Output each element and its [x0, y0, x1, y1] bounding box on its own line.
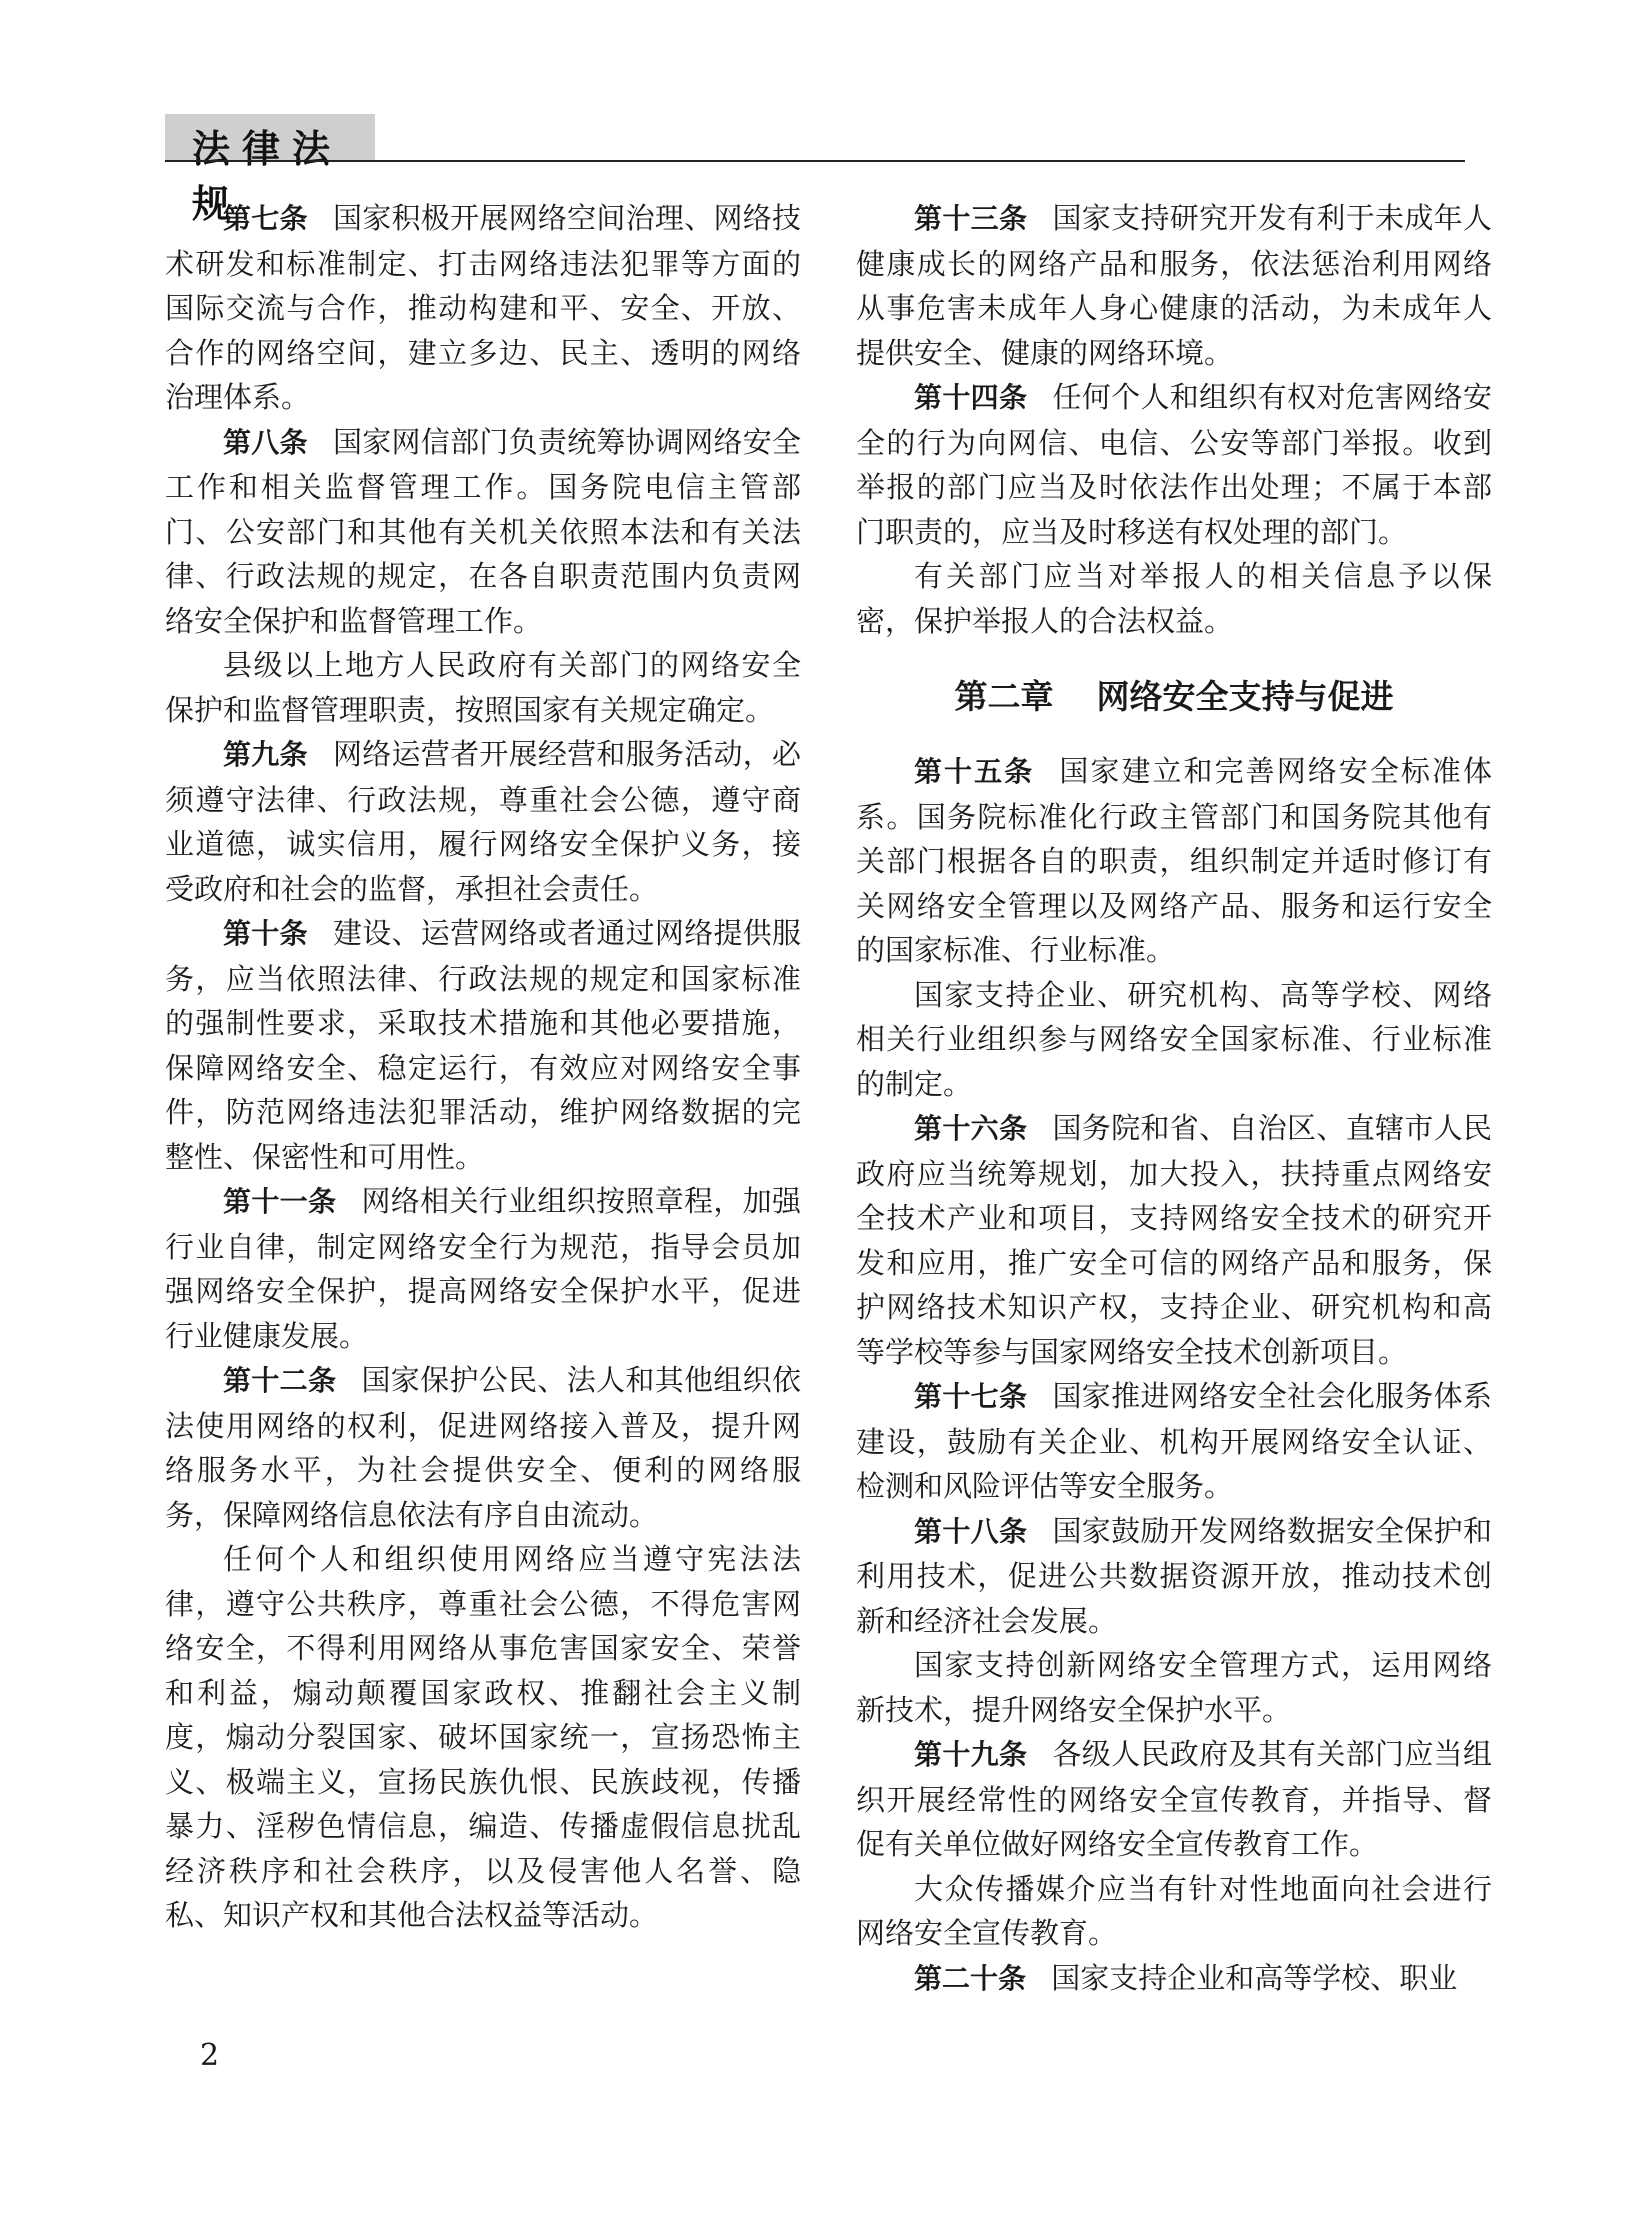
chapter-title: 网络安全支持与促进 — [1096, 677, 1394, 716]
article-number: 第十二条 — [223, 1364, 337, 1397]
paragraph — [856, 1643, 1492, 1732]
paragraph-text: 国家支持创新网络安全管理方式，运用网络新技术，提升网络安全保护水平。 — [856, 1648, 1492, 1727]
article-number: 第十九条 — [914, 1738, 1028, 1771]
chapter-number: 第二章 — [954, 677, 1054, 716]
chapter-heading — [856, 673, 1492, 721]
section-title: 法律法规 — [192, 127, 343, 226]
article-number: 第二十条 — [914, 1961, 1027, 1995]
article-number: 第十三条 — [914, 202, 1028, 235]
article-paragraph — [165, 420, 801, 644]
article-number: 第十四条 — [914, 381, 1028, 414]
article-paragraph — [856, 1956, 1492, 2002]
right-column-top — [856, 196, 1492, 643]
paragraph-text: 国家支持企业、研究机构、高等学校、网络相关行业组织参与网络安全国家标准、行业标准的制定。 — [856, 977, 1492, 1101]
paragraph-text: 县级以上地方人民政府有关部门的网络安全保护和监督管理职责，按照国家有关规定确定。 — [165, 648, 801, 727]
paragraph — [856, 1867, 1492, 1956]
article-paragraph — [856, 749, 1492, 973]
paragraph-text: 国家支持研究开发有利于未成年人健康成长的网络产品和服务，依法惩治利用网络从事危害未成年人身心健康的活动，为未成年人提供安全、健康的网络环境。 — [856, 201, 1492, 370]
paragraph-text: 各级人民政府及其有关部门应当组织开展经常性的网络安全宣传教育，并指导、督促有关单位做好网络安全宣传教育工作。 — [856, 1737, 1492, 1861]
paragraph — [856, 554, 1492, 643]
paragraph-text: 国家鼓励开发网络数据安全保护和利用技术，促进公共数据资源开放，推动技术创新和经济社会发展。 — [856, 1513, 1492, 1638]
paragraph-text: 任何个人和组织使用网络应当遵守宪法法律，遵守公共秩序，尊重社会公德，不得危害网络安全，不得利用网络从事危害国家安全、荣誉和利益，煽动颠覆国家政权、推翻社会主义制度，煽动分裂国家、破坏国家统一，宣扬恐怖主义、极端主义，宣扬民族仇恨、民族歧视，传播暴力、淫秽色情信息，编造、传播虚假信息扰乱经济秩序和社会秩序，以及侵害他人名誉、隐私、知识产权和其他合法权益等活动。 — [165, 1542, 801, 1932]
article-number: 第十八条 — [914, 1514, 1028, 1548]
article-number: 第十一条 — [223, 1185, 337, 1218]
header-rule — [165, 160, 1465, 162]
paragraph-text: 任何个人和组织有权对危害网络安全的行为向网信、电信、公安等部门举报。收到举报的部门应当及时依法作出处理；不属于本部门职责的，应当及时移送有权处理的部门。 — [856, 380, 1492, 549]
paragraph — [165, 643, 801, 732]
paragraph-text: 国务院和省、自治区、直辖市人民政府应当统筹规划，加大投入，扶持重点网络安全技术产业和项目，支持网络安全技术的研究开发和应用，推广安全可信的网络产品和服务，保护网络技术知识产权，支持企业、研究机构和高等学校等参与国家网络安全技术创新项目。 — [856, 1111, 1492, 1369]
article-number: 第十七条 — [914, 1380, 1028, 1413]
article-paragraph — [856, 1509, 1492, 1644]
paragraph — [165, 1537, 801, 1938]
paragraph-text: 网络运营者开展经营和服务活动，必须遵守法律、行政法规，尊重社会公德，遵守商业道德，诚实信用，履行网络安全保护义务，接受政府和社会的监督，承担社会责任。 — [165, 737, 801, 906]
paragraph-text: 国家保护公民、法人和其他组织依法使用网络的权利，促进网络接入普及，提升网络服务水平，为社会提供安全、便利的网络服务，保障网络信息依法有序自由流动。 — [165, 1363, 801, 1532]
paragraph-text: 大众传播媒介应当有针对性地面向社会进行网络安全宣传教育。 — [856, 1871, 1492, 1950]
paragraph-text: 国家建立和完善网络安全标准体系。国务院标准化行政主管部门和国务院其他有关部门根据各自的职责，组织制定并适时修订有关网络安全管理以及网络产品、服务和运行安全的国家标准、行业标准。 — [856, 754, 1492, 967]
paragraph-text: 国家支持企业和高等学校、职业 — [1051, 1960, 1458, 1995]
article-number: 第十五条 — [914, 755, 1035, 788]
article-paragraph — [165, 732, 801, 911]
article-number: 第十条 — [223, 917, 308, 950]
article-paragraph — [165, 1358, 801, 1537]
paragraph-text: 有关部门应当对举报人的相关信息予以保密，保护举报人的合法权益。 — [856, 559, 1492, 638]
article-paragraph — [856, 1106, 1492, 1374]
paragraph-text: 国家网信部门负责统筹协调网络安全工作和相关监督管理工作。国务院电信主管部门、公安部门和其他有关机关依照本法和有关法律、行政法规的规定，在各自职责范围内负责网络安全保护和监督管理工作。 — [165, 424, 801, 638]
paragraph-text: 国家推进网络安全社会化服务体系建设，鼓励有关企业、机构开展网络安全认证、检测和风险评估等安全服务。 — [856, 1379, 1492, 1503]
article-number: 第七条 — [223, 202, 308, 235]
paragraph-text: 建设、运营网络或者通过网络提供服务，应当依照法律、行政法规的规定和国家标准的强制性要求，采取技术措施和其他必要措施，保障网络安全、稳定运行，有效应对网络安全事件，防范网络违法犯罪活动，维护网络数据的完整性、保密性和可用性。 — [165, 916, 801, 1174]
article-number: 第十六条 — [914, 1112, 1028, 1145]
article-number: 第八条 — [223, 425, 308, 459]
article-paragraph — [856, 1374, 1492, 1509]
left-column — [165, 196, 801, 1938]
article-paragraph — [165, 196, 801, 420]
article-paragraph — [165, 911, 801, 1179]
article-paragraph — [856, 375, 1492, 554]
article-paragraph — [856, 196, 1492, 375]
article-number: 第九条 — [223, 738, 308, 771]
page-number: 2 — [200, 2038, 220, 2073]
paragraph-text: 网络相关行业组织按照章程，加强行业自律，制定网络安全行为规范，指导会员加强网络安全保护，提高网络安全保护水平，促进行业健康发展。 — [165, 1184, 801, 1353]
paragraph-text: 国家积极开展网络空间治理、网络技术研发和标准制定、打击网络违法犯罪等方面的国际交流与合作，推动构建和平、安全、开放、合作的网络空间，建立多边、民主、透明的网络治理体系。 — [165, 201, 801, 414]
article-paragraph — [165, 1179, 801, 1358]
right-column — [856, 196, 1492, 2001]
paragraph — [856, 973, 1492, 1107]
right-column-bottom — [856, 749, 1492, 2001]
article-paragraph — [856, 1732, 1492, 1867]
